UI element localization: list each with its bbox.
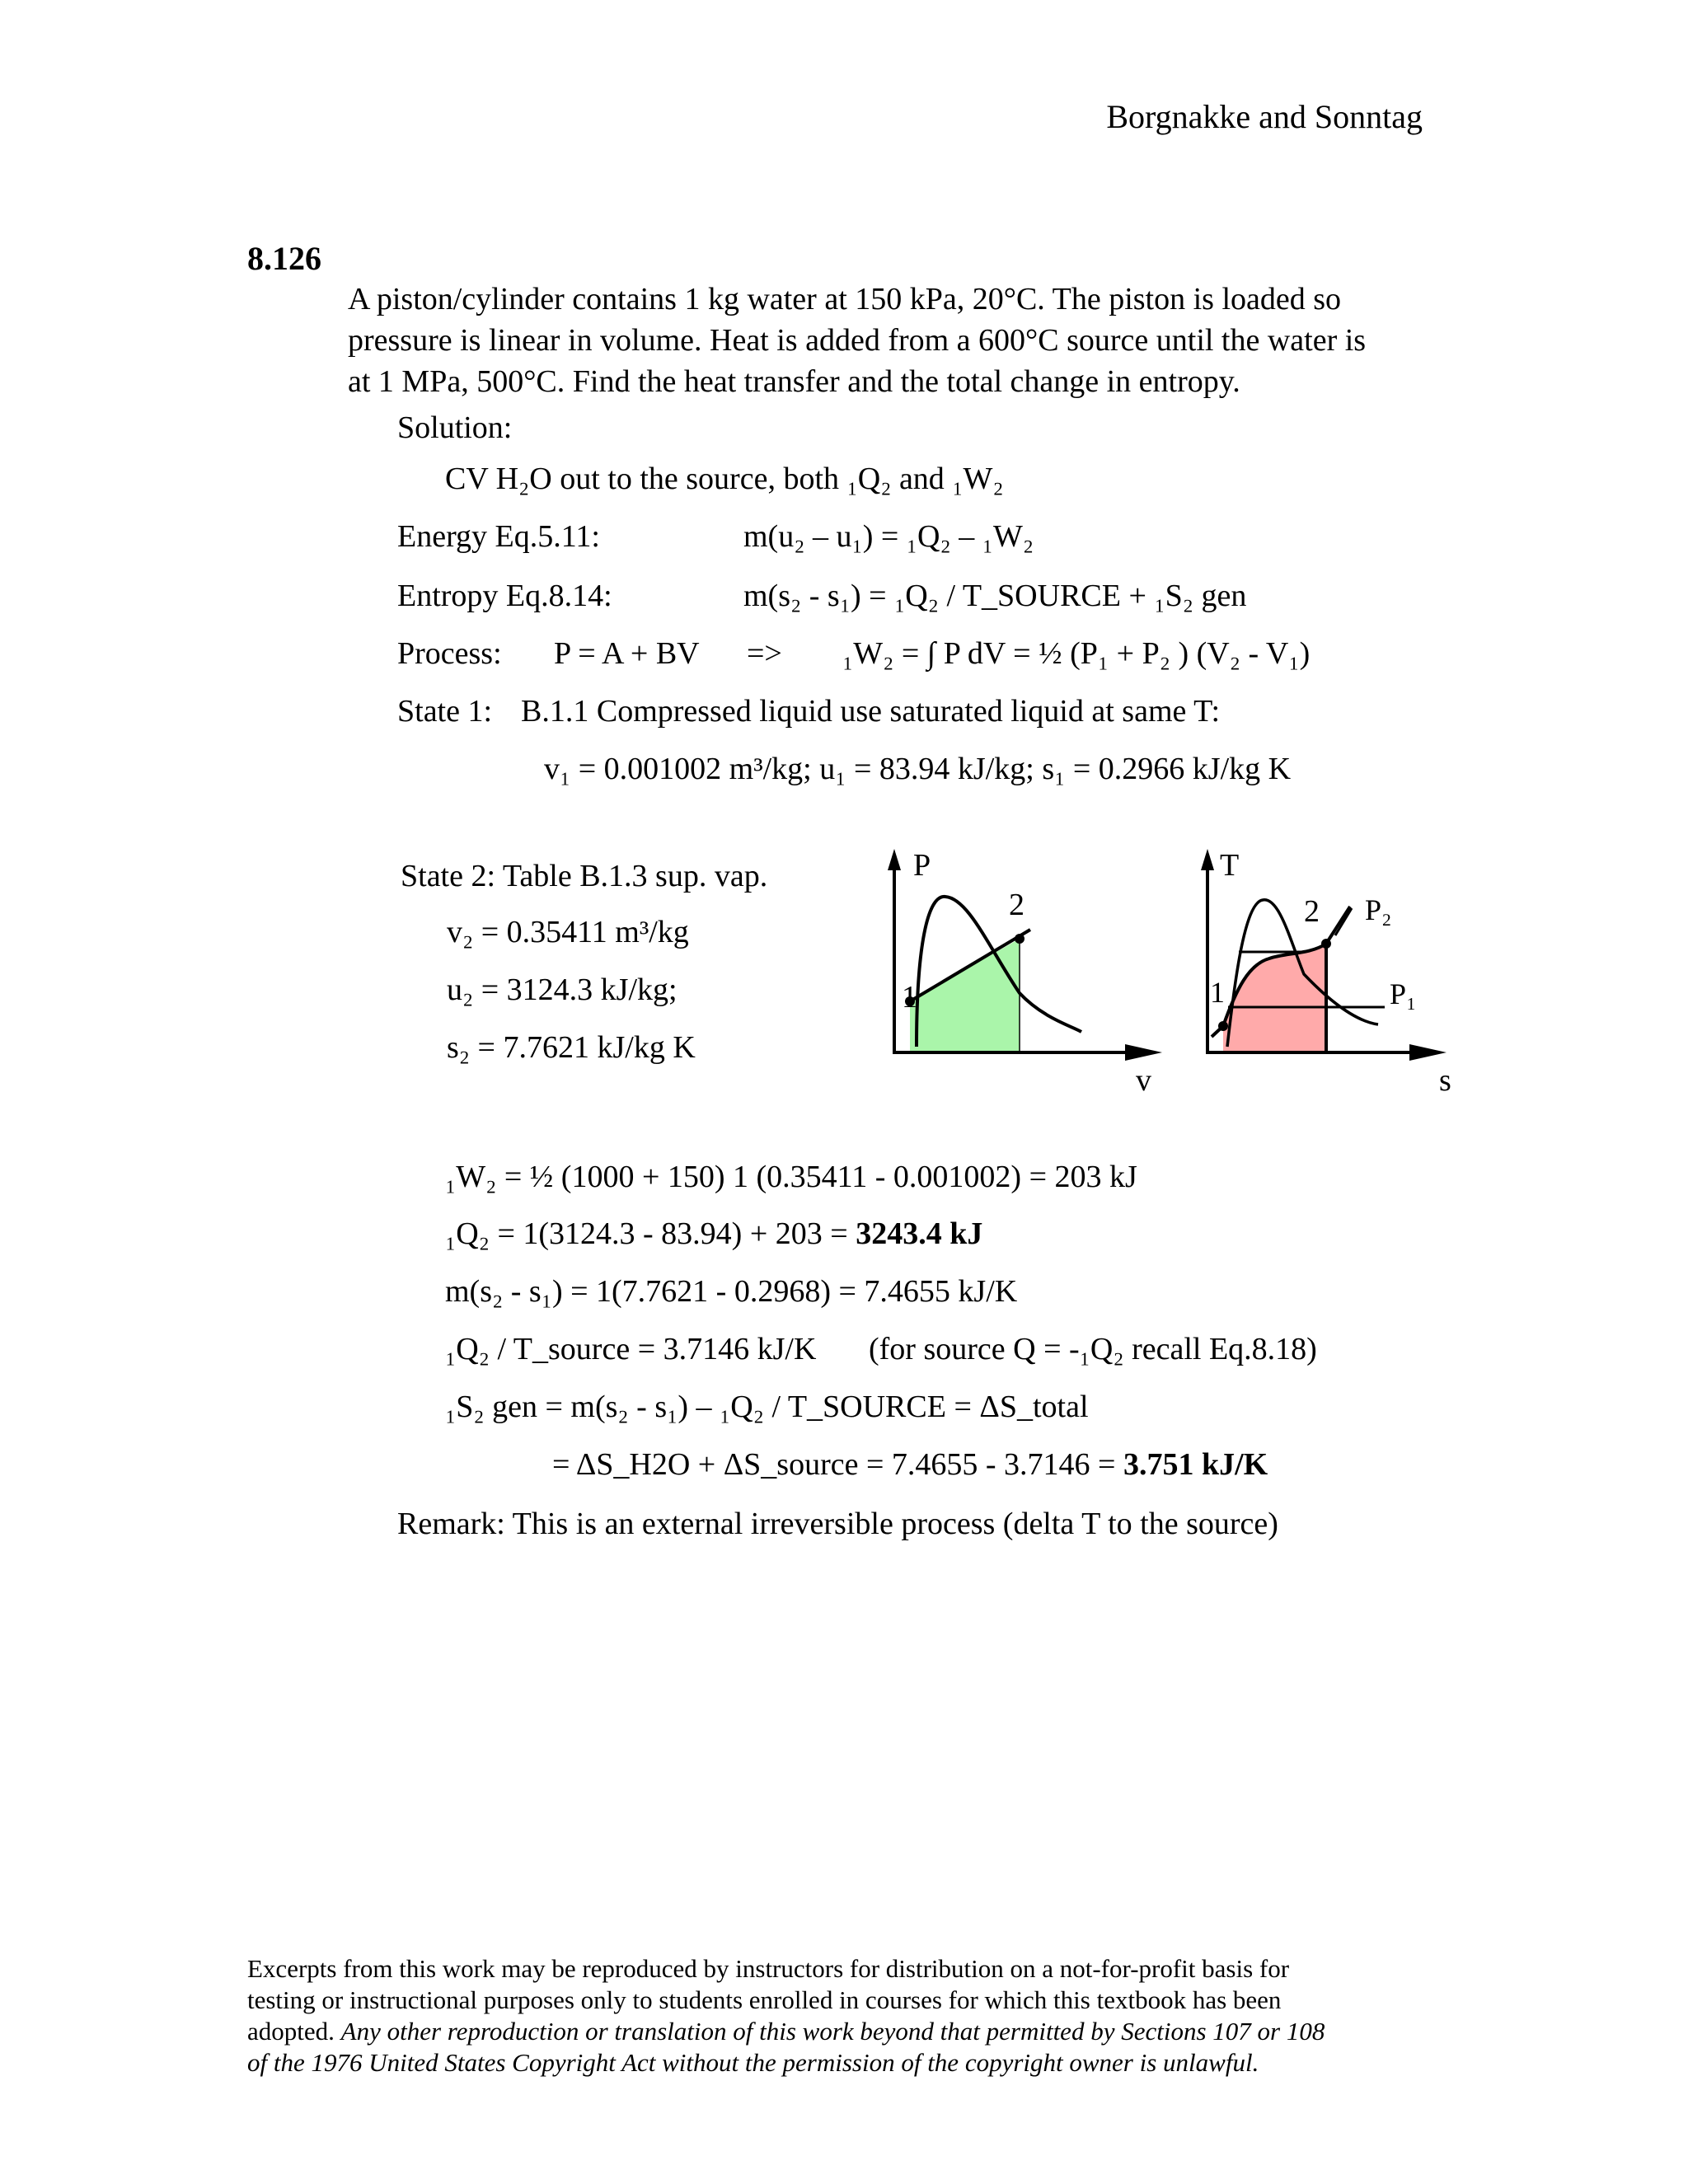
copyright-footer [247, 1953, 1325, 2079]
ts-state2-point [1321, 939, 1331, 949]
pv-state2-point [1015, 934, 1025, 944]
calc-entropy-generation: ₁S₂ gen = m(s₂ - s₁) – ₁Q₂ / T_SOURCE = ΔS_total [445, 1390, 1089, 1424]
process-arrow: => [747, 636, 782, 671]
statement-line-2: pressure is linear in volume. Heat is added from a 600°C source until the water is [348, 323, 1367, 358]
ts-state1-point [1218, 1021, 1228, 1031]
state1-label: State 1: [397, 694, 493, 729]
ts-p2-line [1335, 908, 1352, 935]
footer-line-3-normal: adopted. [247, 2017, 341, 2046]
footer-line-4 [247, 2047, 1325, 2079]
state2-label: State 2: Table B.1.3 sup. vap. [401, 859, 768, 893]
state2-u: u₂ = 3124.3 kJ/kg; [447, 972, 678, 1007]
state1-text: B.1.1 Compressed liquid use saturated liquid at same T: [521, 694, 1221, 729]
entropy-eq: m(s₂ - s₁) = ₁Q₂ / T_SOURCE + ₁S₂ gen [743, 579, 1247, 613]
calc-heat-expr: ₁Q₂ = 1(3124.3 - 83.94) + 203 = [445, 1216, 856, 1251]
process-relation: P = A + BV [554, 636, 700, 671]
ts-state1-label: 1 [1210, 976, 1225, 1009]
entropy-eq-label: Entropy Eq.8.14: [397, 579, 612, 613]
footer-line-4-italic: of the 1976 United States Copyright Act without the permission of the copyright owner is unlawful. [247, 2048, 1259, 2077]
state1-properties: v₁ = 0.001002 m³/kg; u₁ = 83.94 kJ/kg; s₁ = 0.2966 kJ/kg K [544, 752, 1292, 786]
footer-line-1: Excerpts from this work may be reproduced by instructors for distribution on a not-for-profit basis for [247, 1954, 1290, 1983]
pv-y-label: P [913, 849, 931, 883]
header-authors: Borgnakke and Sonntag [1106, 98, 1423, 135]
problem-statement [348, 279, 1452, 402]
energy-eq-label: Energy Eq.5.11: [397, 519, 600, 554]
calc-total-expr: = ΔS_H2O + ΔS_source = 7.4655 - 3.7146 = [552, 1447, 1123, 1482]
ts-diagram [1187, 849, 1459, 1104]
pv-diagram [874, 849, 1170, 1104]
energy-eq: m(u₂ – u₁) = ₁Q₂ – ₁W₂ [743, 519, 1034, 554]
calc-heat [445, 1215, 982, 1253]
ts-p2-label: P₂ [1365, 893, 1392, 926]
pv-x-label: v [1136, 1063, 1151, 1098]
calc-q-over-t-note: (for source Q = -₁Q₂ recall Eq.8.18) [869, 1332, 1317, 1366]
statement-line-1: A piston/cylinder contains 1 kg water at 150 kPa, 20°C. The piston is loaded so [348, 282, 1342, 316]
calc-total [552, 1446, 1268, 1483]
ts-p1-label: P₁ [1390, 977, 1417, 1010]
footer-line-3 [247, 2016, 1325, 2047]
ts-y-label: T [1220, 849, 1240, 883]
pv-work-area [910, 939, 1020, 1051]
control-volume-text: CV H₂O out to the source, both ₁Q₂ and ₁W₂ [445, 462, 1004, 496]
state2-s: s₂ = 7.7621 kJ/kg K [447, 1030, 696, 1065]
calc-entropy-change: m(s₂ - s₁) = 1(7.7621 - 0.2968) = 7.4655 kJ/K [445, 1274, 1018, 1309]
pv-x-arrowhead [1125, 1044, 1162, 1061]
ts-y-arrowhead [1201, 849, 1214, 870]
process-label: Process: [397, 636, 502, 671]
process-work-eq: ₁W₂ = ∫ P dV = ½ (P₁ + P₂ ) (V₂ - V₁) [842, 636, 1311, 671]
ts-state2-label: 2 [1304, 894, 1320, 929]
problem-number: 8.126 [247, 240, 321, 277]
ts-x-arrowhead [1409, 1044, 1447, 1061]
state2-v: v₂ = 0.35411 m³/kg [447, 915, 689, 949]
footer-line-3-italic: Any other reproduction or translation of this work beyond that permitted by Sections 107 or 108 [340, 2017, 1325, 2046]
calc-total-result: 3.751 kJ/K [1123, 1447, 1268, 1482]
solution-title: Solution: [397, 410, 513, 445]
pv-y-arrowhead [888, 849, 901, 870]
pv-state1-label: 1 [902, 980, 917, 1015]
calc-work: ₁W₂ = ½ (1000 + 150) 1 (0.35411 - 0.001002) = 203 kJ [445, 1160, 1137, 1194]
remark: Remark: This is an external irreversible process (delta T to the source) [397, 1507, 1278, 1541]
calc-q-over-t: ₁Q₂ / T_source = 3.7146 kJ/K [445, 1332, 817, 1366]
pv-state2-label: 2 [1009, 888, 1025, 922]
statement-line-3: at 1 MPa, 500°C. Find the heat transfer and the total change in entropy. [348, 364, 1240, 399]
ts-x-label: s [1439, 1063, 1451, 1098]
calc-heat-result: 3243.4 kJ [856, 1216, 983, 1251]
footer-line-2: testing or instructional purposes only to students enrolled in courses for which this textbook has been [247, 1985, 1282, 2014]
